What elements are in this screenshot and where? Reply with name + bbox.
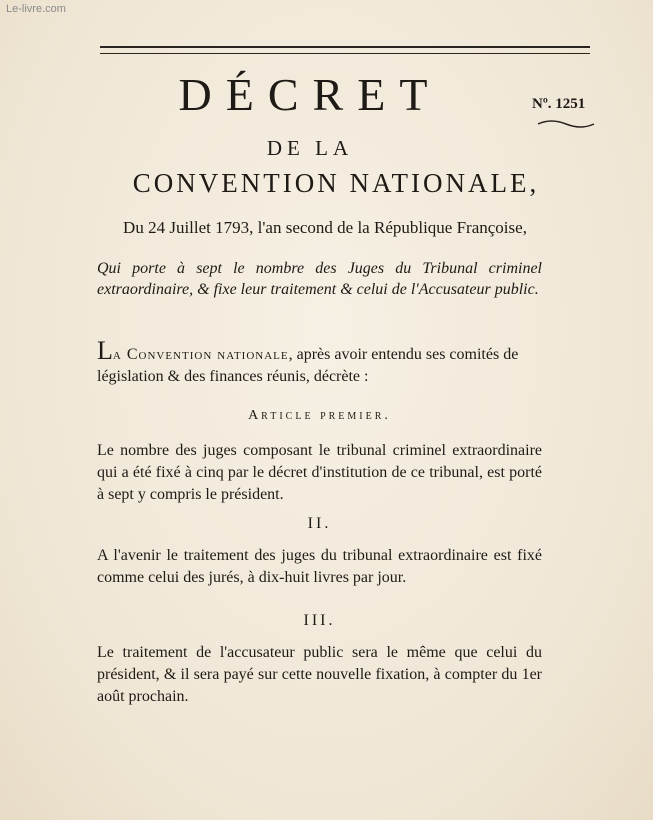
decree-title: DÉCRET: [178, 69, 442, 120]
article-2-text: A l'avenir le traitement des juges du tribunal extraordinaire est fixé comme celui des jurés, à dix-huit livres par jour.: [97, 547, 542, 586]
article-1-text: Le nombre des juges composant le tribunal criminel extraordinaire qui a été fixé à cinq par le décret d'institution de ce tribunal, est porté à sept y compris le président.: [97, 442, 542, 503]
decree-subtitle: Qui porte à sept le nombre des Juges du Tribunal criminel extraordinaire, & fixe leur traitement & celui de l'Accusateur public.: [97, 260, 542, 298]
preamble-smallcaps: a Convention nationale: [112, 346, 289, 363]
flourish-ornament: [536, 118, 596, 130]
article-2-heading: II.: [307, 515, 332, 532]
header-rule: [100, 46, 590, 54]
de-la-line: DE LA: [266, 136, 354, 160]
preamble: [97, 336, 542, 388]
preamble-dropcap: L: [97, 336, 113, 365]
article-1-heading: Article premier.: [248, 408, 391, 423]
preamble-text: , après avoir entendu ses comités de législation & des finances réunis, décrète :: [97, 346, 519, 385]
article-3-text: Le traitement de l'accusateur public sera le même que celui du président, & il sera payé sur cette nouvelle fixation, à compter du 1er août prochain.: [97, 644, 542, 705]
date-line: Du 24 Juillet 1793, l'an second de la République Françoise,: [123, 218, 527, 237]
reference-number: Nº. 1251: [532, 96, 586, 112]
watermark: Le-livre.com: [6, 3, 66, 15]
convention-heading: CONVENTION NATIONALE,: [132, 168, 540, 198]
article-3-heading: III.: [303, 612, 336, 629]
